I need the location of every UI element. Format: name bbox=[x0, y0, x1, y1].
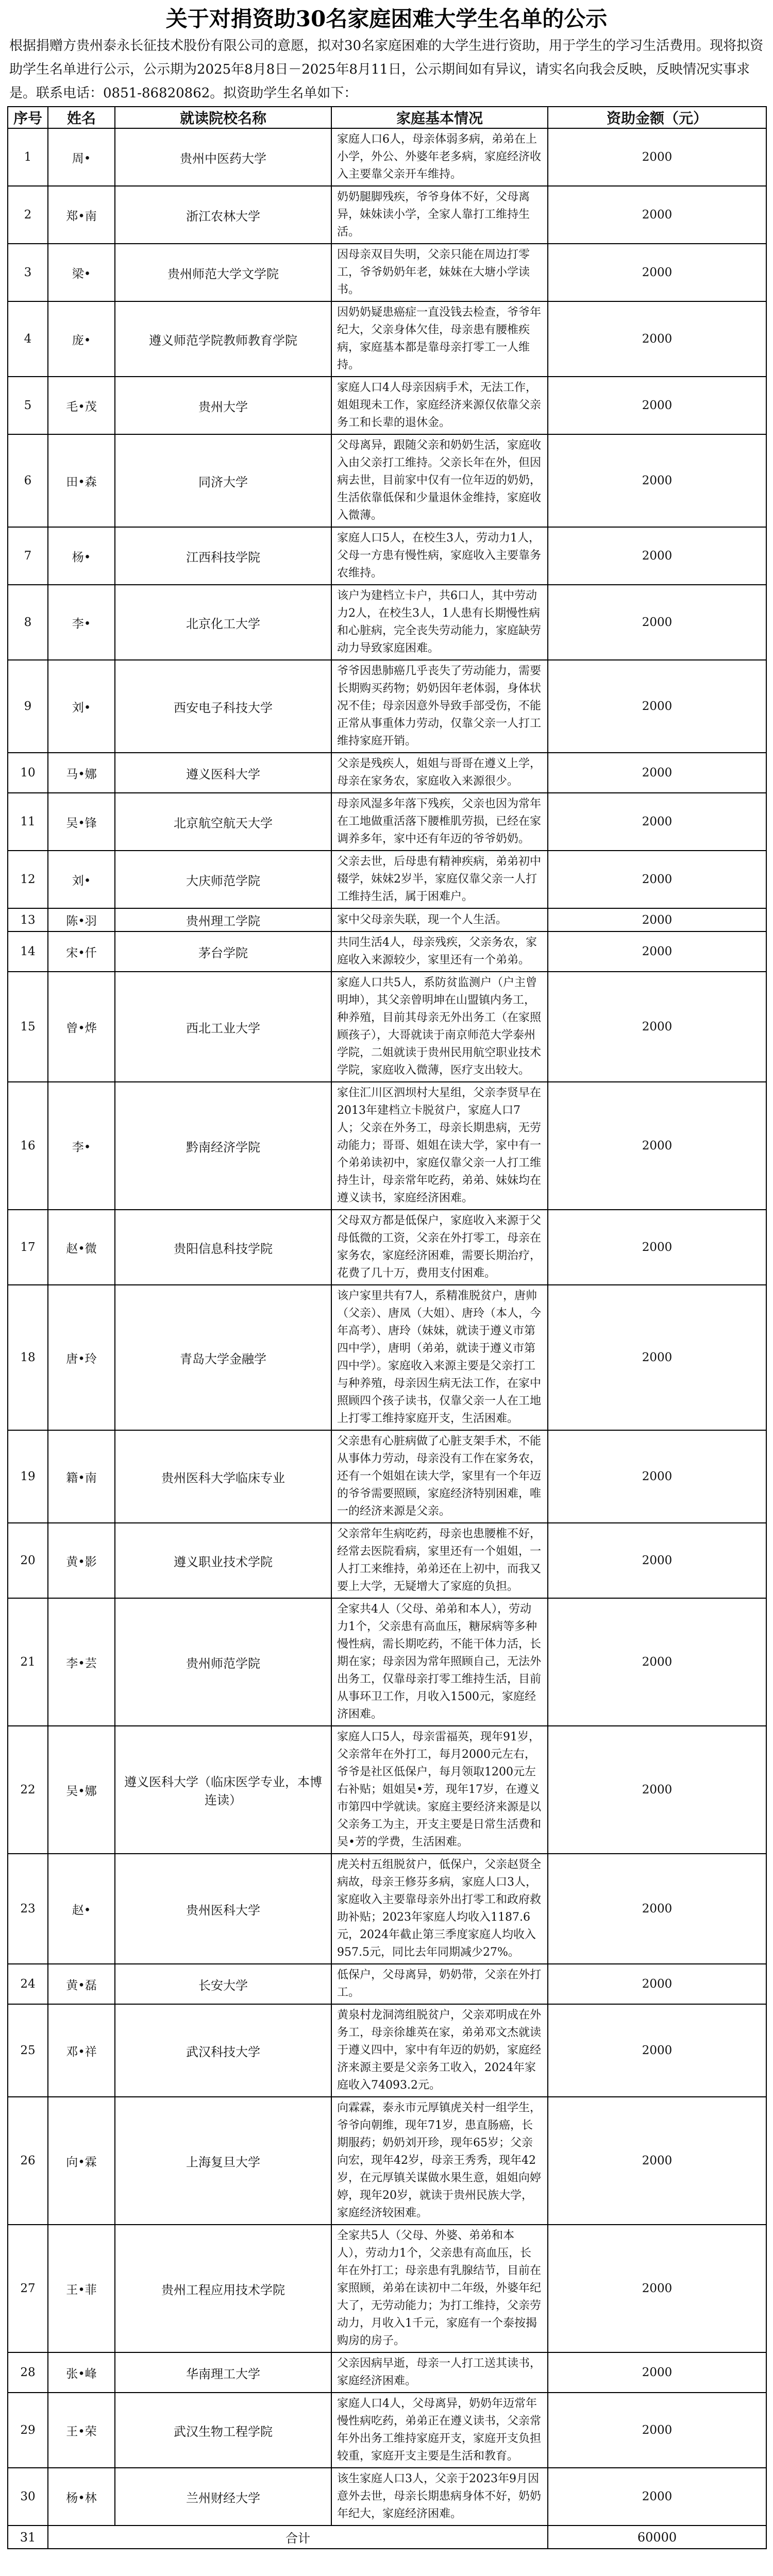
row-no: 25 bbox=[8, 2004, 48, 2097]
row-no: 17 bbox=[8, 1210, 48, 1285]
row-name: 张•峰 bbox=[48, 2352, 115, 2393]
row-no: 22 bbox=[8, 1726, 48, 1854]
row-name: 吴•娜 bbox=[48, 1726, 115, 1854]
row-amount: 2000 bbox=[548, 527, 766, 585]
row-family-situation: 父亲因病早逝，母亲一人打工送其读书，家庭经济困难。 bbox=[331, 2352, 548, 2393]
row-school: 遵义医科大学（临床医学专业，本博连读） bbox=[115, 1726, 331, 1854]
row-name: 李•芸 bbox=[48, 1598, 115, 1726]
row-amount: 2000 bbox=[548, 301, 766, 377]
row-amount: 2000 bbox=[548, 908, 766, 931]
row-school: 贵州中医药大学 bbox=[115, 128, 331, 186]
row-no: 7 bbox=[8, 527, 48, 585]
row-amount: 2000 bbox=[548, 1523, 766, 1598]
row-no: 23 bbox=[8, 1854, 48, 1964]
row-no: 9 bbox=[8, 660, 48, 753]
row-amount: 2000 bbox=[548, 1430, 766, 1523]
row-name: 刘• bbox=[48, 851, 115, 908]
table-row bbox=[8, 128, 766, 186]
row-school: 同济大学 bbox=[115, 434, 331, 527]
table-row bbox=[8, 1082, 766, 1210]
row-amount: 2000 bbox=[548, 2004, 766, 2097]
row-amount: 2000 bbox=[548, 377, 766, 434]
row-no: 1 bbox=[8, 128, 48, 186]
row-family-situation: 父亲患有心脏病做了心脏支架手术，不能从事体力劳动，母亲没有工作在家务农，还有一个姐姐在读大学，家里有一个年迈的爷爷需要照顾，家庭经济特别困难，唯一的经济来源是父亲。 bbox=[331, 1430, 548, 1523]
row-amount: 2000 bbox=[548, 793, 766, 851]
row-name: 吴•锋 bbox=[48, 793, 115, 851]
row-amount: 2000 bbox=[548, 2097, 766, 2225]
row-school: 浙江农林大学 bbox=[115, 186, 331, 244]
row-school: 贵州医科大学 bbox=[115, 1854, 331, 1964]
header-amount: 资助金额（元） bbox=[548, 107, 766, 128]
row-family-situation: 家住汇川区泗坝村大星组，父亲李贤早在2013年建档立卡脱贫户，家庭人口7人；父亲在外务工，母亲长期患病，无劳动能力；哥哥、姐姐在读大学，家中有一个弟弟读初中，家庭仅靠父亲一人打工维持生计，母亲常年吃药，弟弟、妹妹均在遵义读书，家庭经济困难。 bbox=[331, 1082, 548, 1210]
row-family-situation: 家庭人口6人，母亲体弱多病，弟弟在上小学，外公、外婆年老多病，家庭经济收入主要靠父亲开车维持。 bbox=[331, 128, 548, 186]
row-school: 贵州大学 bbox=[115, 377, 331, 434]
row-school: 北京航空航天大学 bbox=[115, 793, 331, 851]
intro-paragraph: 根据捐赠方贵州泰永长征技术股份有限公司的意愿，拟对30名家庭困难的大学生进行资助，用于学生的学习生活费用。现将拟资助学生名单进行公示，公示期为2025年8月8日－2025年8月11日，公示期间如有异议，请实名向我会反映，反映情况实事求是。联系电话：0851-86820862。拟资助学生名单如下： bbox=[9, 38, 764, 101]
row-name: 杨•林 bbox=[48, 2468, 115, 2526]
header-name: 姓名 bbox=[48, 107, 115, 128]
row-family-situation: 家庭人口共5人，系防贫监测户（户主曾明坤），其父亲曾明坤在山盟镇内务工，种养殖，目前其母亲无外出务工（在家照顾孩子），大哥就读于南京师范大学泰州学院，二姐就读于贵州民用航空职业技术学院，家庭收入微薄，医疗支出较大。 bbox=[331, 972, 548, 1082]
total-row bbox=[8, 2526, 766, 2549]
row-school: 大庆师范学院 bbox=[115, 851, 331, 908]
row-no: 30 bbox=[8, 2468, 48, 2526]
row-family-situation: 该户为建档立卡户，共6口人，其中劳动力2人，在校生3人，1人患有长期慢性病和心脏病，完全丧失劳动能力，家庭缺劳动力导致家庭困难。 bbox=[331, 585, 548, 660]
row-name: 陈•羽 bbox=[48, 908, 115, 931]
total-no: 31 bbox=[8, 2526, 48, 2549]
row-no: 10 bbox=[8, 753, 48, 793]
row-name: 黄•影 bbox=[48, 1523, 115, 1598]
row-amount: 2000 bbox=[548, 1854, 766, 1964]
row-family-situation: 全家共5人（父母、外婆、弟弟和本人），劳动力1个，父亲患有高血压，长年在外打工；母亲患有乳腺结节，目前在家照顾，弟弟在读初中二年级，外婆年纪大了，无劳动能力；为打工维持，父亲劳动力，月收入1千元，家庭有一个泰按揭购房的房子。 bbox=[331, 2225, 548, 2352]
row-family-situation: 黄泉村龙洞湾组脱贫户，父亲邓明成在外务工，母亲徐雄英在家，弟弟邓文杰就读于遵义四中，家中有年迈的奶奶，家庭经济来源主要是父亲务工收入，2024年家庭收入74093.2元。 bbox=[331, 2004, 548, 2097]
row-school: 贵州师范学院 bbox=[115, 1598, 331, 1726]
table-row bbox=[8, 1523, 766, 1598]
row-name: 曾•烨 bbox=[48, 972, 115, 1082]
row-name: 向•霖 bbox=[48, 2097, 115, 2225]
row-family-situation: 家庭人口5人，母亲雷福英，现年91岁，父亲常年在外打工，每月2000元左右，爷爷是社区低保户，每月领取1200元左右补贴；姐姐吴•芳，现年17岁，在遵义市第四中学就读。家庭主要经济来源是以父亲务工为主，开支主要是日常生活费和吴•芳的学费，生活困难。 bbox=[331, 1726, 548, 1854]
header-school: 就读院校名称 bbox=[115, 107, 331, 128]
row-school: 上海复旦大学 bbox=[115, 2097, 331, 2225]
table-row bbox=[8, 1285, 766, 1430]
row-no: 29 bbox=[8, 2393, 48, 2468]
row-family-situation: 因奶奶疑患癌症一直没钱去检查，爷爷年纪大，父亲身体欠佳，母亲患有腰椎疾病，家庭基本都是靠母亲打零工一人维持。 bbox=[331, 301, 548, 377]
row-school: 长安大学 bbox=[115, 1964, 331, 2004]
row-school: 贵州工程应用技术学院 bbox=[115, 2225, 331, 2352]
row-no: 19 bbox=[8, 1430, 48, 1523]
row-school: 贵州理工学院 bbox=[115, 908, 331, 931]
row-amount: 2000 bbox=[548, 851, 766, 908]
row-no: 15 bbox=[8, 972, 48, 1082]
row-amount: 2000 bbox=[548, 2352, 766, 2393]
row-name: 王•菲 bbox=[48, 2225, 115, 2352]
table-row bbox=[8, 1430, 766, 1523]
row-no: 21 bbox=[8, 1598, 48, 1726]
table-row bbox=[8, 2393, 766, 2468]
row-no: 12 bbox=[8, 851, 48, 908]
row-no: 24 bbox=[8, 1964, 48, 2004]
table-row bbox=[8, 186, 766, 244]
row-amount: 2000 bbox=[548, 972, 766, 1082]
row-amount: 2000 bbox=[548, 2225, 766, 2352]
row-amount: 2000 bbox=[548, 1964, 766, 2004]
total-label: 合计 bbox=[48, 2526, 548, 2549]
row-family-situation: 家庭人口5人，在校生3人，劳动力1人，父母一方患有慢性病，家庭收入主要靠务农维持。 bbox=[331, 527, 548, 585]
row-name: 唐•玲 bbox=[48, 1285, 115, 1430]
row-family-situation: 向霖霖，泰永市元厚镇虎关村一组学生，爷爷向朝维，现年71岁，患直肠癌，长期服药；奶奶刘开珍，现年65岁；父亲向宏，现年42岁，母亲王秀秀，现年42岁，在元厚镇关谋做水果生意，姐姐向婷婷，现年20岁，就读于贵州民族大学，家庭经济较困难。 bbox=[331, 2097, 548, 2225]
row-name: 庞• bbox=[48, 301, 115, 377]
row-amount: 2000 bbox=[548, 1082, 766, 1210]
row-school: 青岛大学金融学 bbox=[115, 1285, 331, 1430]
table-row bbox=[8, 908, 766, 931]
row-school: 江西科技学院 bbox=[115, 527, 331, 585]
row-amount: 2000 bbox=[548, 1598, 766, 1726]
table-row bbox=[8, 1210, 766, 1285]
row-amount: 2000 bbox=[548, 931, 766, 972]
row-name: 邓•祥 bbox=[48, 2004, 115, 2097]
row-school: 遵义师范学院教师教育学院 bbox=[115, 301, 331, 377]
table-row bbox=[8, 660, 766, 753]
row-no: 14 bbox=[8, 931, 48, 972]
table-row bbox=[8, 2352, 766, 2393]
row-school: 武汉科技大学 bbox=[115, 2004, 331, 2097]
row-family-situation: 爷爷因患肺癌几乎丧失了劳动能力，需要长期购买药物；奶奶因年老体弱，身体状况不佳；母亲因意外导致手部受伤，不能正常从事重体力劳动，仅靠父亲一人打工维持家庭开销。 bbox=[331, 660, 548, 753]
row-no: 28 bbox=[8, 2352, 48, 2393]
row-name: 周• bbox=[48, 128, 115, 186]
row-name: 田•森 bbox=[48, 434, 115, 527]
table-body bbox=[8, 128, 766, 2526]
row-school: 西北工业大学 bbox=[115, 972, 331, 1082]
table-row bbox=[8, 2004, 766, 2097]
row-no: 3 bbox=[8, 244, 48, 301]
table-row bbox=[8, 434, 766, 527]
row-name: 马•娜 bbox=[48, 753, 115, 793]
table-row bbox=[8, 244, 766, 301]
row-name: 杨• bbox=[48, 527, 115, 585]
row-no: 13 bbox=[8, 908, 48, 931]
table-row bbox=[8, 1854, 766, 1964]
row-family-situation: 父亲常年生病吃药，母亲也患腰椎不好，经常去医院看病，家里还有一个姐姐，一人打工来维持，弟弟还在上初中，而我又要上大学，无疑增大了家庭的负担。 bbox=[331, 1523, 548, 1598]
row-family-situation: 奶奶腿脚残疾，爷爷身体不好，父母离异，妹妹读小学，全家人靠打工维持生活。 bbox=[331, 186, 548, 244]
row-family-situation: 家中父母亲失联，现一个人生活。 bbox=[331, 908, 548, 931]
row-school: 北京化工大学 bbox=[115, 585, 331, 660]
row-amount: 2000 bbox=[548, 244, 766, 301]
row-family-situation: 父亲去世，后母患有精神疾病，弟弟初中辍学，妹妹2岁半，家庭仅靠父亲一人打工维持生活，属于困难户。 bbox=[331, 851, 548, 908]
table-row bbox=[8, 527, 766, 585]
row-school: 华南理工大学 bbox=[115, 2352, 331, 2393]
table-row bbox=[8, 2097, 766, 2225]
row-amount: 2000 bbox=[548, 434, 766, 527]
row-family-situation: 父母双方都是低保户，家庭收入来源于父母低微的工资，父亲在外打零工，母亲在家务农，家庭经济困难，需要长期治疗，花费了几十万，费用支付困难。 bbox=[331, 1210, 548, 1285]
row-amount: 2000 bbox=[548, 753, 766, 793]
row-no: 20 bbox=[8, 1523, 48, 1598]
row-school: 遵义医科大学 bbox=[115, 753, 331, 793]
total-amount: 60000 bbox=[548, 2526, 766, 2549]
row-amount: 2000 bbox=[548, 585, 766, 660]
table-row bbox=[8, 2225, 766, 2352]
row-amount: 2000 bbox=[548, 2393, 766, 2468]
row-family-situation: 父母离异，跟随父亲和奶奶生活，家庭收入由父亲打工维持。父亲长年在外，但因病去世，目前家中仅有一位年迈的奶奶，生活依靠低保和少量退休金维持，家庭收入微薄。 bbox=[331, 434, 548, 527]
table-row bbox=[8, 585, 766, 660]
row-no: 2 bbox=[8, 186, 48, 244]
table-row bbox=[8, 793, 766, 851]
row-name: 李• bbox=[48, 1082, 115, 1210]
row-family-situation: 共同生活4人，母亲残疾，父亲务农，家庭收入来源较少，家里还有一个弟弟。 bbox=[331, 931, 548, 972]
row-amount: 2000 bbox=[548, 186, 766, 244]
table-row bbox=[8, 2468, 766, 2526]
table-row bbox=[8, 301, 766, 377]
row-name: 梁• bbox=[48, 244, 115, 301]
row-school: 西安电子科技大学 bbox=[115, 660, 331, 753]
row-amount: 2000 bbox=[548, 1726, 766, 1854]
row-family-situation: 母亲风湿多年落下残疾，父亲也因为常年在工地做重活落下腰椎肌劳损，已经在家调养多年，家中还有年迈的爷爷奶奶。 bbox=[331, 793, 548, 851]
row-family-situation: 该生家庭人口3人，父亲于2023年9月因意外去世，母亲长期患病身体不好，奶奶年纪大，家庭经济困难。 bbox=[331, 2468, 548, 2526]
table-row bbox=[8, 1964, 766, 2004]
table-row bbox=[8, 377, 766, 434]
row-family-situation: 全家共4人（父母、弟弟和本人），劳动力1个，父亲患有高血压，糖尿病等多种慢性病，需长期吃药，不能干体力活，长期在家；母亲因为常年照顾自己，无法外出务工，仅靠母亲打零工维持生活，目前从事环卫工作，月收入1500元，家庭经济困难。 bbox=[331, 1598, 548, 1726]
page-title: 关于对捐资助30名家庭困难大学生名单的公示 bbox=[165, 6, 608, 31]
row-school: 兰州财经大学 bbox=[115, 2468, 331, 2526]
row-school: 贵州医科大学临床专业 bbox=[115, 1430, 331, 1523]
row-name: 李• bbox=[48, 585, 115, 660]
row-name: 黄•磊 bbox=[48, 1964, 115, 2004]
header-no: 序号 bbox=[8, 107, 48, 128]
student-table bbox=[7, 106, 767, 2549]
row-no: 18 bbox=[8, 1285, 48, 1430]
row-family-situation: 该户家里共有7人，系精准脱贫户，唐帅（父亲）、唐凤（大姐）、唐玲（本人，今年高考）、唐玲（妹妹，就读于遵义市第四中学），唐明（弟弟，就读于遵义市第四中学）。家庭收入来源主要是父亲打工与种养殖，母亲因生病无法工作，在家中照顾四个孩子读书，仅靠父亲一人在工地上打零工维持家庭开支，生活困难。 bbox=[331, 1285, 548, 1430]
row-amount: 2000 bbox=[548, 1285, 766, 1430]
row-no: 26 bbox=[8, 2097, 48, 2225]
row-no: 16 bbox=[8, 1082, 48, 1210]
table-row bbox=[8, 931, 766, 972]
row-amount: 2000 bbox=[548, 660, 766, 753]
row-no: 11 bbox=[8, 793, 48, 851]
table-row bbox=[8, 1726, 766, 1854]
table-row bbox=[8, 851, 766, 908]
row-no: 5 bbox=[8, 377, 48, 434]
row-name: 王•荣 bbox=[48, 2393, 115, 2468]
row-family-situation: 家庭人口4人，父母离异，奶奶年迈常年慢性病吃药，弟弟正在遵义读书，父亲常年外出务工维持家庭开支，家庭开支负担较重，家庭开支主要是生活和教育。 bbox=[331, 2393, 548, 2468]
table-row bbox=[8, 1598, 766, 1726]
row-family-situation: 家庭人口4人母亲因病手术，无法工作，姐姐现未工作，家庭经济来源仅依靠父亲务工和长辈的退休金。 bbox=[331, 377, 548, 434]
row-school: 武汉生物工程学院 bbox=[115, 2393, 331, 2468]
row-amount: 2000 bbox=[548, 1210, 766, 1285]
row-name: 籍•南 bbox=[48, 1430, 115, 1523]
row-school: 茅台学院 bbox=[115, 931, 331, 972]
row-family-situation: 父亲是残疾人，姐姐与哥哥在遵义上学，母亲在家务农，家庭收入来源很少。 bbox=[331, 753, 548, 793]
row-name: 毛•茂 bbox=[48, 377, 115, 434]
row-amount: 2000 bbox=[548, 128, 766, 186]
row-school: 黔南经济学院 bbox=[115, 1082, 331, 1210]
row-no: 27 bbox=[8, 2225, 48, 2352]
row-no: 6 bbox=[8, 434, 48, 527]
row-name: 赵• bbox=[48, 1854, 115, 1964]
row-family-situation: 虎关村五组脱贫户，低保户，父亲赵贤全病故，母亲王修芬多病，家庭人口3人，家庭收入主要靠母亲外出打零工和政府救助补贴；2023年家庭人均收入1187.6元，2024年截止第三季度家庭人均收入957.5元，同比去年同期减少27%。 bbox=[331, 1854, 548, 1964]
table-row bbox=[8, 753, 766, 793]
row-school: 遵义职业技术学院 bbox=[115, 1523, 331, 1598]
row-name: 刘• bbox=[48, 660, 115, 753]
row-school: 贵州师范大学文学院 bbox=[115, 244, 331, 301]
row-amount: 2000 bbox=[548, 2468, 766, 2526]
header-family: 家庭基本情况 bbox=[331, 107, 548, 128]
row-no: 8 bbox=[8, 585, 48, 660]
row-school: 贵阳信息科技学院 bbox=[115, 1210, 331, 1285]
row-name: 赵•微 bbox=[48, 1210, 115, 1285]
row-no: 4 bbox=[8, 301, 48, 377]
row-family-situation: 因母亲双目失明，父亲只能在周边打零工，爷爷奶奶年老，妹妹在大塘小学读书。 bbox=[331, 244, 548, 301]
table-row bbox=[8, 972, 766, 1082]
row-name: 郑•南 bbox=[48, 186, 115, 244]
row-family-situation: 低保户，父母离异，奶奶带，父亲在外打工。 bbox=[331, 1964, 548, 2004]
table-header-row bbox=[8, 107, 766, 128]
row-name: 宋•仟 bbox=[48, 931, 115, 972]
